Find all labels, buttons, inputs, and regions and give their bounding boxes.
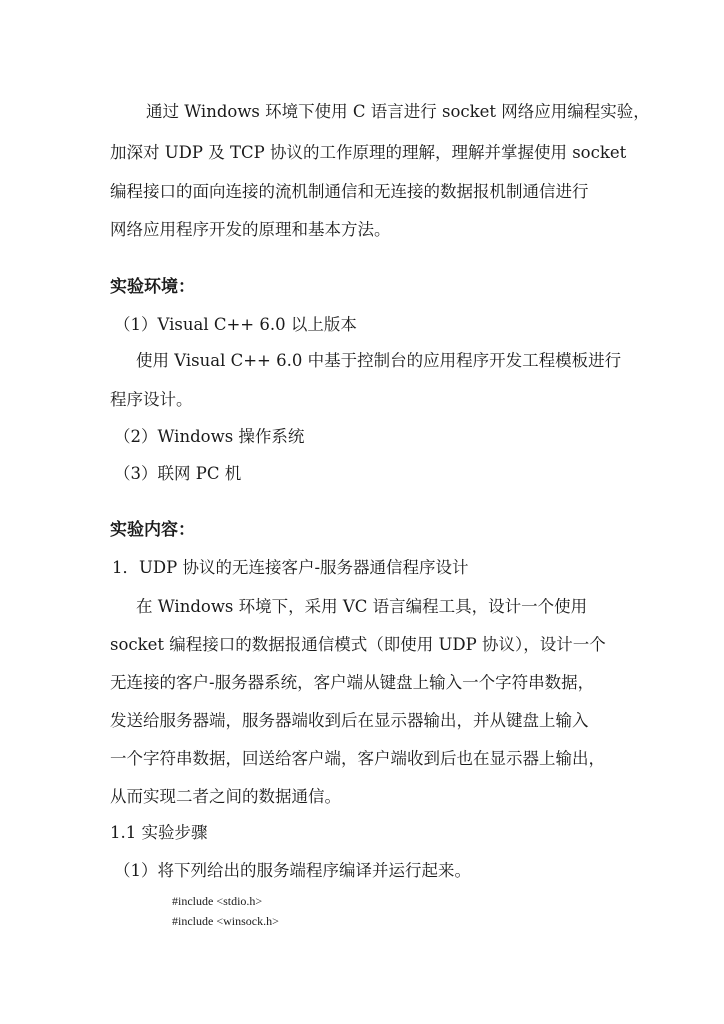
subsection-title: 1.1 实验步骤 <box>110 823 208 842</box>
section-1-line-3: 无连接的客户-服务器系统，客户端从键盘上输入一个字符串数据， <box>110 673 595 692</box>
environment-item-1: （1）Visual C++ 6.0 以上版本 <box>114 315 357 334</box>
environment-item-2: （2）Windows 操作系统 <box>114 427 305 446</box>
environment-item-1-desc-line-1: 使用 Visual C++ 6.0 中基于控制台的应用程序开发工程模板进行 <box>136 351 622 370</box>
section-1-title: 1．UDP 协议的无连接客户-服务器通信程序设计 <box>112 558 469 577</box>
intro-line-4: 网络应用程序开发的原理和基本方法。 <box>110 220 391 239</box>
environment-item-3: （3）联网 PC 机 <box>114 464 242 483</box>
section-1-line-5: 一个字符串数据，回送给客户端，客户端收到后也在显示器上输出， <box>110 749 605 768</box>
section-1-line-2: socket 编程接口的数据报通信模式（即使用 UDP 协议），设计一个 <box>110 635 606 654</box>
section-1-line-6: 从而实现二者之间的数据通信。 <box>110 787 341 806</box>
section-1-line-1: 在 Windows 环境下，采用 VC 语言编程工具，设计一个使用 <box>136 597 588 616</box>
content-heading: 实验内容： <box>110 520 195 540</box>
section-1-line-4: 发送给服务器端，服务器端收到后在显示器输出，并从键盘上输入 <box>110 711 589 730</box>
intro-line-3: 编程接口的面向连接的流机制通信和无连接的数据报机制通信进行 <box>110 182 589 201</box>
environment-heading: 实验环境： <box>110 277 195 297</box>
intro-line-2: 加深对 UDP 及 TCP 协议的工作原理的理解，理解并掌握使用 socket <box>110 143 627 162</box>
intro-line-1: 通过 Windows 环境下使用 C 语言进行 socket 网络应用编程实验， <box>146 102 650 121</box>
code-line-1: #include <stdio.h> <box>172 894 263 908</box>
environment-item-1-desc-line-2: 程序设计。 <box>110 390 193 409</box>
step-1: （1）将下列给出的服务端程序编译并运行起来。 <box>114 861 471 880</box>
code-line-2: #include <winsock.h> <box>172 914 279 928</box>
